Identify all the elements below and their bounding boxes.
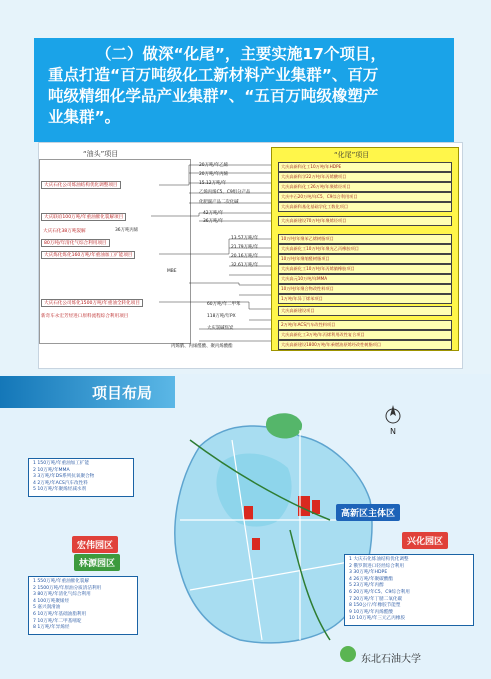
chemical-tail-header: “化尾”项目 xyxy=(334,151,370,159)
legend-entry: 6 10万吨/年基础油脂利用 xyxy=(33,611,87,617)
legend-entry: 7 10万吨/年二甲基嘧啶 xyxy=(33,618,82,624)
compass-arrow-icon xyxy=(382,403,404,425)
legend-hongwei xyxy=(28,458,134,497)
headline-line-2: 重点打造“百万吨级化工新材料产业集群”、百万 xyxy=(48,66,379,84)
site-marker xyxy=(252,538,260,550)
mid-label: 乙烯丙烯C5、C9组分产品 xyxy=(199,190,251,195)
right-item: 大庆高新科化工26万吨/年聚烯烃项目 xyxy=(278,182,452,192)
right-item: 大庆高新建设项目 xyxy=(278,306,452,316)
mid-label: 20万吨/年乙烯 xyxy=(199,163,229,168)
zone-xinghua: 兴化园区 xyxy=(402,532,448,549)
mid-label: 大庆氯碱焦炭 xyxy=(207,326,234,331)
mid-label: 化肥副产品二次化碱 xyxy=(199,200,239,205)
left-item: 新奇车永宏芳烃进口原料流程综合利用项目 xyxy=(41,314,129,319)
right-item: 大庆高新科基化基础学化工数化项目 xyxy=(278,202,452,212)
legend-entry: 4 26万吨/年聚碳酸酯 xyxy=(349,576,393,582)
left-item: 大庆联谊100万吨/年重油催化裂解项目 xyxy=(41,213,126,221)
brand-label: 东北石油大学 xyxy=(361,654,421,665)
right-item: 1万吨/年异丁烯苯项目 xyxy=(278,294,452,304)
oil-head-header: “油头”项目 xyxy=(83,150,119,158)
site-marker xyxy=(244,506,253,520)
headline-line-3: 吨级精细化学品产业集群”、“五百万吨级橡塑产 xyxy=(48,87,379,105)
mid-label: 32.61万吨/年 xyxy=(231,263,259,268)
headline-line-1: （二）做深“化尾”，主要实施17个项目， xyxy=(96,45,386,63)
left-item: 大庆石化公司炼油结构优化调整项目 xyxy=(41,181,121,189)
legend-entry: 3 80万吨/年清化气综合利用 xyxy=(33,592,91,598)
headline-line-4: 业集群”。 xyxy=(48,108,121,126)
right-item: 大庆高新科化工10万吨/年HDPE xyxy=(278,162,452,172)
mid-label: 36万吨/年 xyxy=(203,219,224,224)
left-item: 大庆炼化炼化160万吨/年重油加工扩能项目 xyxy=(41,251,135,259)
right-item: 大庆高新化工10万吨/年聚光乙丙橡胶项目 xyxy=(278,244,452,254)
legend-entry: 4 2万吨/年ACS汽车改性料 xyxy=(33,480,88,486)
right-item: 10万吨/年聚缩醛树脂项目 xyxy=(278,254,452,264)
mid-label: 118万吨/年PX xyxy=(207,314,236,319)
legend-linyuan xyxy=(28,576,138,635)
legend-entry: 3 30万吨/年HDPE xyxy=(349,570,388,576)
right-item: 大庆高新化工10万吨/年丙烯腈橡胶项目 xyxy=(278,264,452,274)
legend-entry: 1 550万吨/年重油催化裂解 xyxy=(33,579,90,584)
right-item: 大庆中石20万吨/年C5、C9综合利用项目 xyxy=(278,192,452,202)
left-item: 大庆石化38万吨裂解 xyxy=(43,229,86,234)
legend-entry: 2 1500万吨/年原油分质清洁利用 xyxy=(33,585,102,591)
compass-icon xyxy=(382,403,404,436)
right-item: 10万吨/年聚苯乙烯树脂项目 xyxy=(278,234,452,244)
legend-entry: 1 大庆石化炼油结构优化调整 xyxy=(349,557,409,562)
legend-entry: 1 150万吨/年重油加工扩能 xyxy=(33,461,90,466)
legend-entry: 6 20万吨/年C5、C9综合利用 xyxy=(349,589,410,595)
right-item: 大庆高新建设1800万吨/年乘燃油原烯经改性树脂项目 xyxy=(278,340,452,350)
site-marker xyxy=(312,500,320,514)
mid-label: 15.12万吨/年 xyxy=(199,181,227,186)
mid-label: 42万吨/年 xyxy=(203,211,224,216)
zone-hongwei: 宏伟园区 xyxy=(72,536,118,553)
right-item: 大庆高新科学22万吨/年丙烯酸项目 xyxy=(278,172,452,182)
right-item: 2万吨/年ACS汽车改性料项目 xyxy=(278,320,452,330)
mid-label: 21.79万吨/年 xyxy=(231,245,259,250)
district-map-shape xyxy=(175,426,372,643)
left-item: 80万吨/年清化气综合利用项目 xyxy=(41,239,110,247)
legend-entry: 5 10万吨/年聚烯烃减水剂 xyxy=(33,487,87,493)
section-title: 项目布局 xyxy=(92,384,153,402)
legend-entry: 2 10万吨/年MMA xyxy=(33,467,70,473)
compass-label: N xyxy=(390,427,396,436)
legend-entry: 2 俄罗斯进口轻烃综合利用 xyxy=(349,563,404,569)
mid-label: 20.16万吨/年 xyxy=(231,254,259,259)
legend-entry: 5 嘉兴润滑油 xyxy=(33,605,61,611)
zone-hi-tech-main: 高新区主体区 xyxy=(336,504,400,521)
legend-hi-tech xyxy=(344,554,474,626)
legend-entry: 4 100万吨聚烯烃 xyxy=(33,598,70,604)
legend-entry: 8 1万吨/年异烯烃 xyxy=(33,625,70,631)
legend-entry: 8 150公斤/年橡胶节能塑 xyxy=(349,603,401,609)
mid-label: 60万吨/年二甲苯 xyxy=(207,302,241,307)
legend-entry: 9 10万吨/年丙烯醛酸 xyxy=(349,609,393,615)
mid-label: 36万吨丙烯 xyxy=(115,228,139,233)
legend-entry: 5 23万吨/年丙醇 xyxy=(349,583,384,589)
right-item: 大庆高元10万吨/年MMA xyxy=(278,274,452,284)
legend-entry: 3 3万吨/年DS系列抗氧聚合物 xyxy=(33,474,95,480)
right-item: 大庆高新化工3万吨/年丙烯利用改性复合项目 xyxy=(278,330,452,340)
left-item: 大庆石化公司炼化1500万吨/年重油全转化项目 xyxy=(41,299,143,307)
legend-entry: 7 20万吨/年丁腈二氧化碳 xyxy=(349,596,403,602)
right-item: 大庆高新建设70万吨/年聚烯烃项目 xyxy=(278,216,452,226)
right-item: 10万吨/年聚合物改性料项目 xyxy=(278,284,452,294)
mid-label: MBE xyxy=(167,269,177,274)
legend-entry: 10 10万吨/年三元乙丙橡胶 xyxy=(349,616,406,622)
mid-label: 20万吨/年丙烯 xyxy=(199,172,229,177)
mid-label: 13.57万吨/年 xyxy=(231,236,259,241)
wechat-icon xyxy=(340,646,356,662)
zone-linyuan: 林源园区 xyxy=(74,554,120,571)
mid-label: 丙烯腈、丙烯醛酸、聚丙烯酸酯 xyxy=(171,344,233,349)
